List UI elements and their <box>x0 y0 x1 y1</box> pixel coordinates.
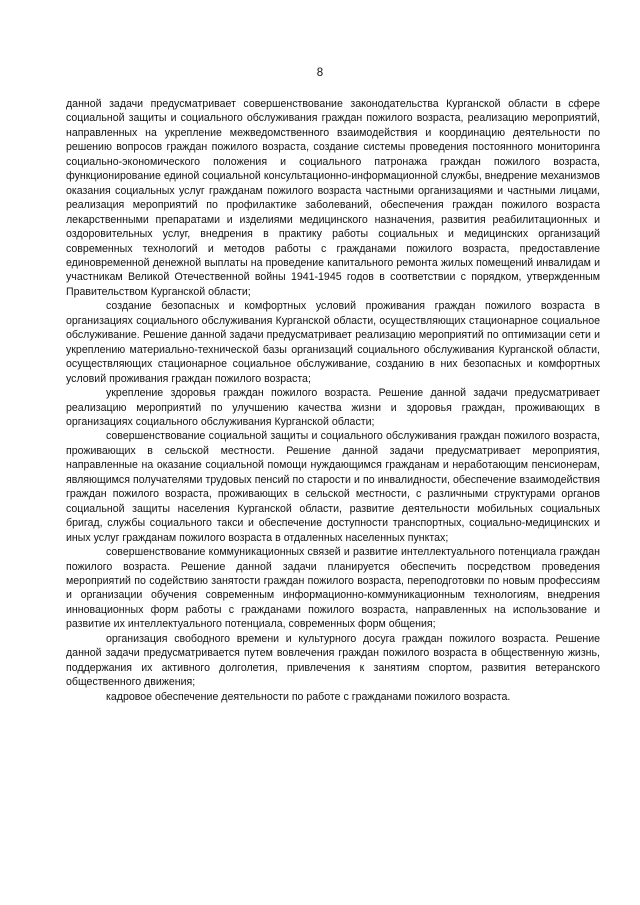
paragraph-2: создание безопасных и комфортных условий проживания граждан пожилого возраста в организациях социального обслуживания Курганской области, осуществляющих стационарное социальное обслуживание. Решение данной задачи предусматривает реализацию мероприятий по оптимизации сети и укреплению материально-технической базы организаций социального обслуживания Курганской области, осуществляющих стационарное социальное обслуживание, созданию в них безопасных и комфортных условий проживания граждан пожилого возраста; <box>66 300 600 385</box>
page-number: 8 <box>316 67 324 79</box>
paragraph-7: кадровое обеспечение деятельности по работе с гражданами пожилого возраста. <box>106 690 511 703</box>
body-text <box>66 97 600 704</box>
paragraph-4: совершенствование социальной защиты и социального обслуживания граждан пожилого возраста, проживающих в сельской местности. Решение данной задачи предусматривает мероприятия, направленные на оказание социальной помощи нуждающимся гражданам и неработающим пенсионерам, являющимся получателями трудовых пенсий по старости и по инвалидности, обеспечение взаимодействия граждан пожилого возраста, проживающих в сельской местности, с различными структурами органов социальной защиты населения Курганской области, развитие деятельности мобильных социальных бригад, службы социального такси и обеспечение доступности транспортных, социально-медицинских и иных услуг гражданам пожилого возраста в отдаленных населенных пунктах; <box>66 430 600 544</box>
paragraph-3: укрепление здоровья граждан пожилого возраста. Решение данной задачи предусматривает реализацию мероприятий по улучшению качества жизни и здоровья граждан, проживающих в организациях социального обслуживания Курганской области; <box>66 387 600 428</box>
paragraph-6: организация свободного времени и культурного досуга граждан пожилого возраста. Решение данной задачи предусматривается путем вовлечения граждан пожилого возраста в общественную жизнь, поддержания их активного долголетия, привлечения к занятиям спортом, развития ветеранского общественного движения; <box>66 632 600 689</box>
paragraph-1: данной задачи предусматривает совершенствование законодательства Курганской области в сфере социальной защиты и социального обслуживания граждан пожилого возраста, реализацию мероприятий, направленных на укрепление межведомственного взаимодействия и координацию деятельности по решению вопросов граждан пожилого возраста, создание системы проведения постоянного мониторинга социально-экономического положения и социального патронажа граждан пожилого возраста, функционирование единой социальной консультационно-информационной службы, внедрение механизмов оказания социальных услуг гражданам пожилого возраста частными организациями и частными лицами, реализация мероприятий по профилактике заболеваний, обеспечения граждан пожилого возраста лекарственными препаратами и изделиями медицинского назначения, развития реабилитационных и оздоровительных услуг, внедрения в практику работы социальных и медицинских организаций современных технологий и методов работы с гражданами пожилого возраста, предоставление единовременной денежной выплаты на проведение капитального ремонта жилых помещений инвалидам и участникам Великой Отечественной войны 1941-1945 годов в соответствии с порядком, утвержденным Правительством Курганской области; <box>66 98 600 298</box>
paragraph-5: совершенствование коммуникационных связей и развитие интеллектуального потенциала граждан пожилого возраста. Решение данной задачи планируется обеспечить посредством проведения мероприятий по содействию занятости граждан пожилого возраста, переподготовки по новым профессиям и организации обучения современным информационно-коммуникационным технологиям, внедрения инновационных форм работы с гражданами пожилого возраста, направленных на использование и развитие их интеллектуального потенциала, современных форм общения; <box>66 546 600 631</box>
